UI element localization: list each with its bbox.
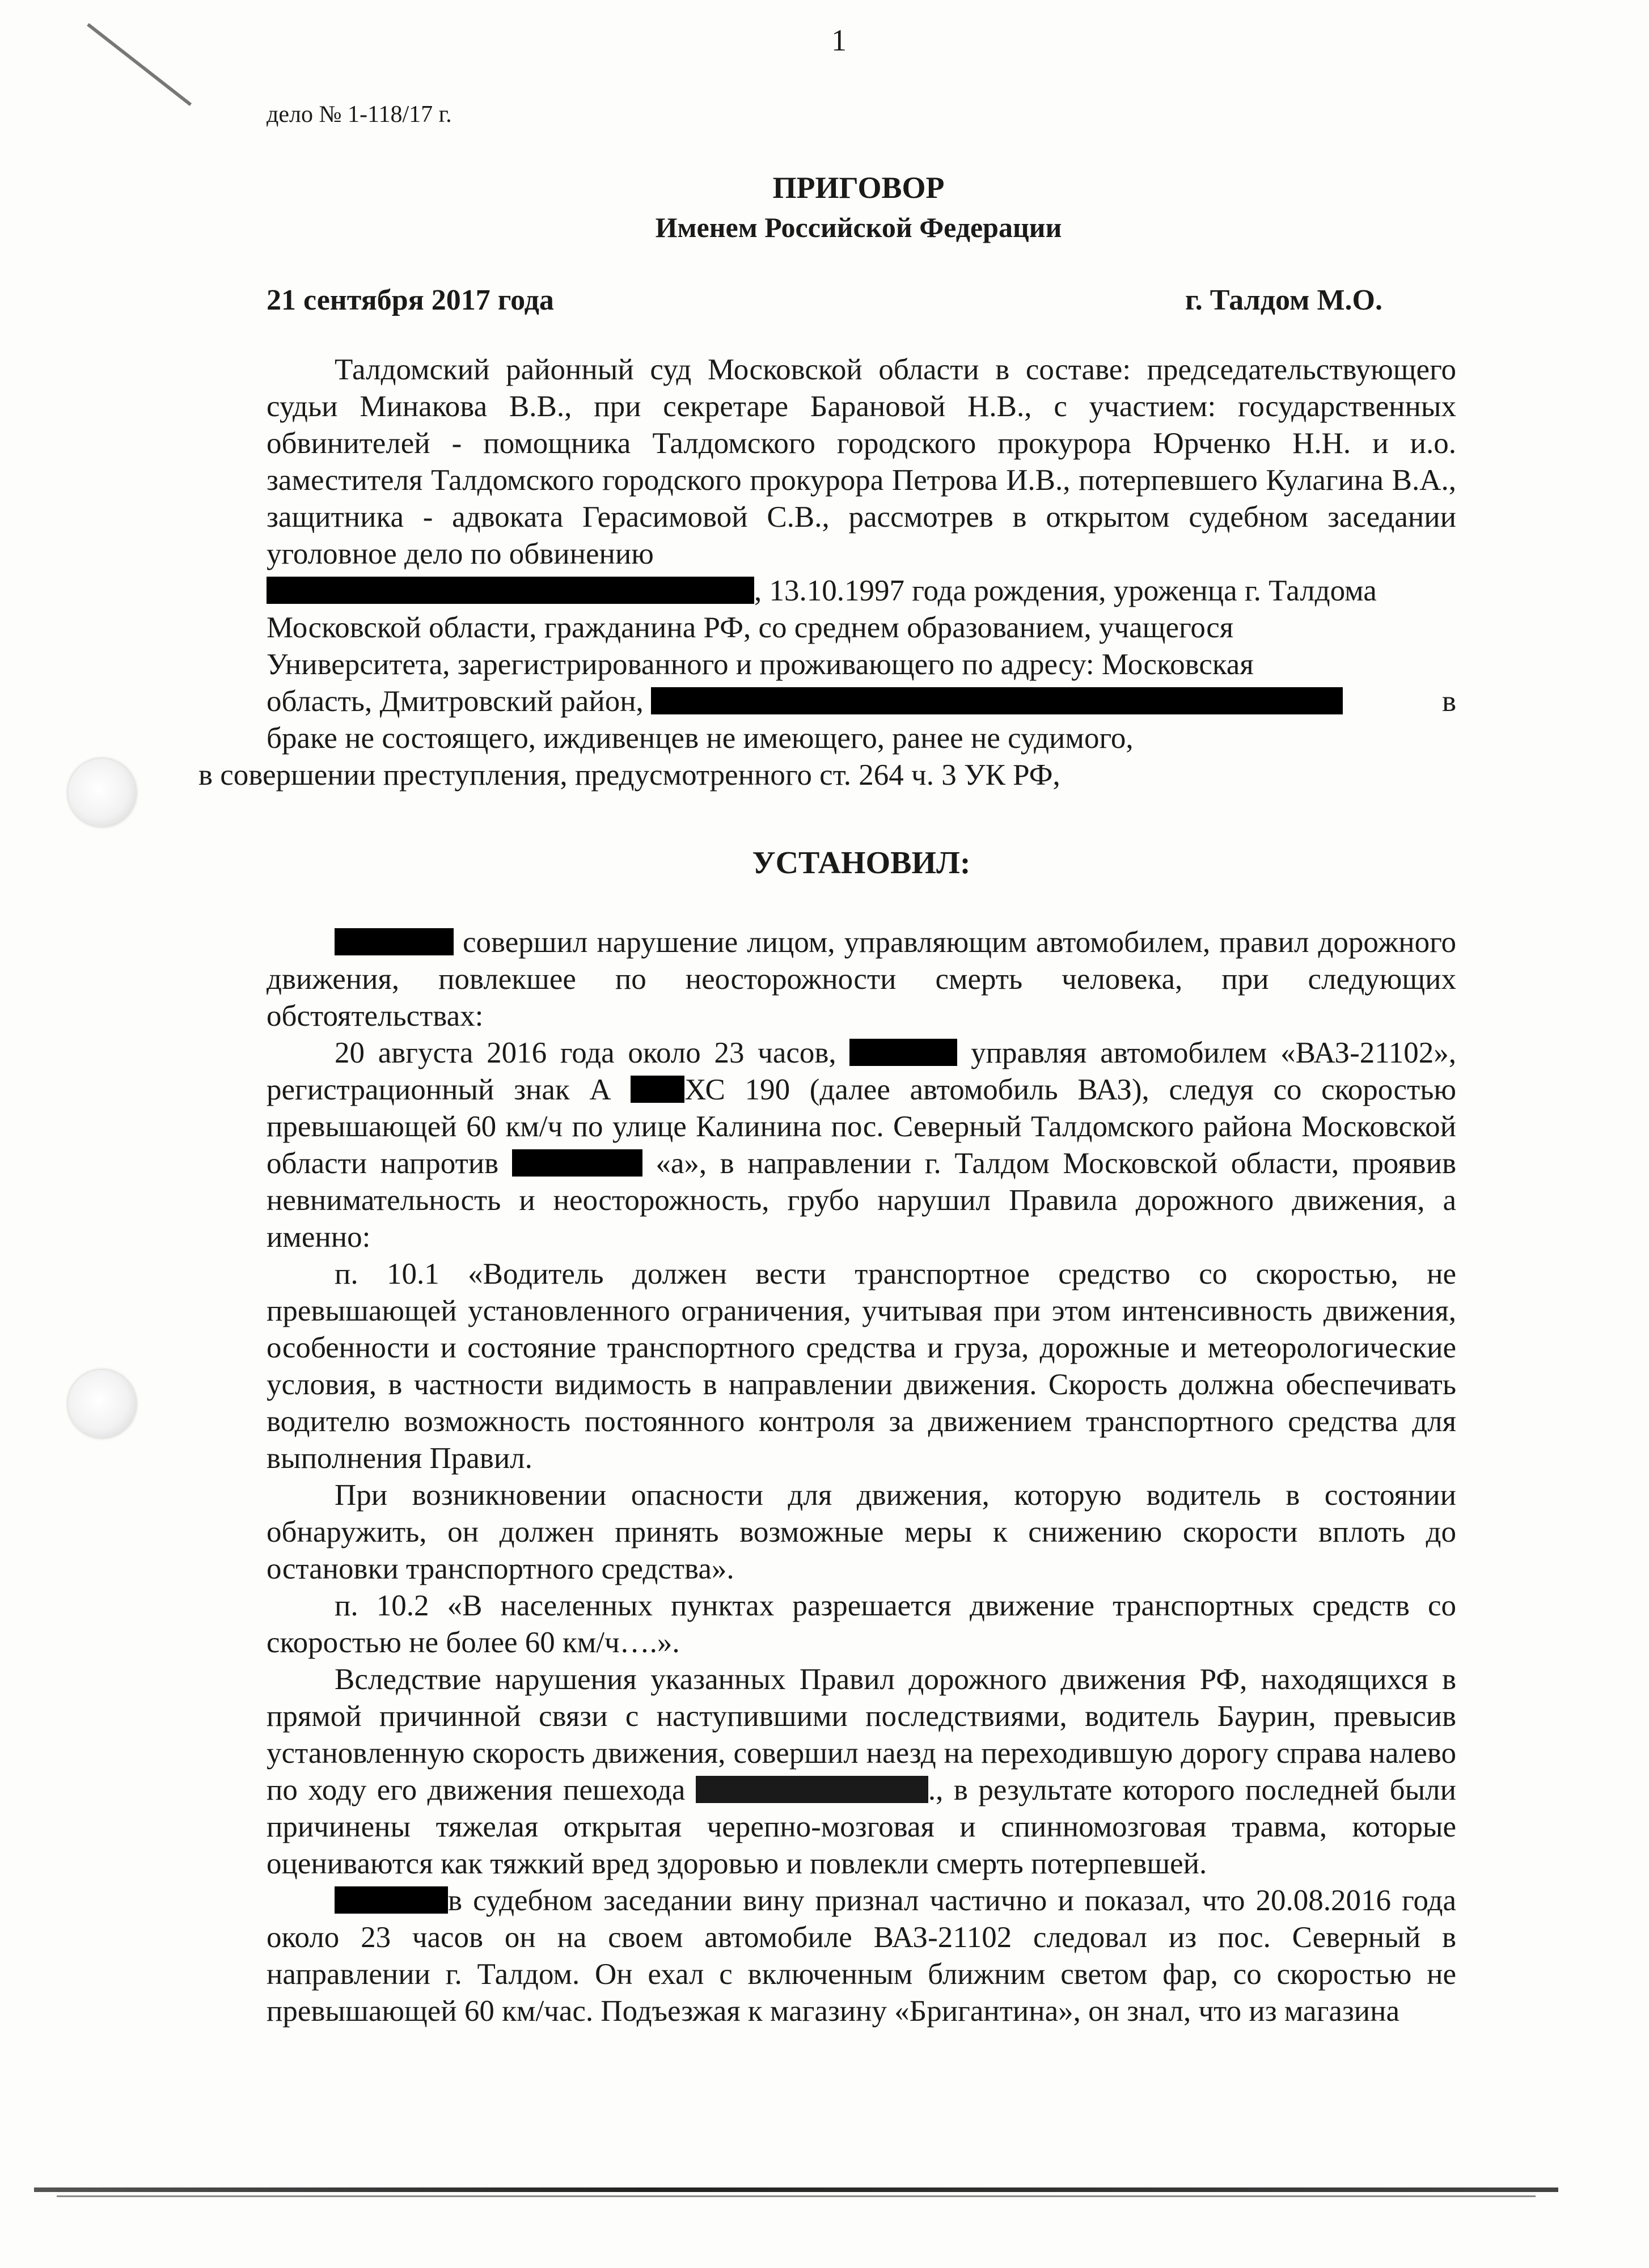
paragraph-5: п. 10.2 «В населенных пунктах разрешается движение транспортных средств со скоростью не более 60 км/ч….». [267,1589,1456,1659]
paragraph-3: п. 10.1 «Водитель должен вести транспортное средство со скоростью, не превышающей установленного ограничения, учитывая при этом интенсивность движения, особенности и состояние транспортного средства и груза, дорожные и метеорологические условия, в частности видимость в направлении движения. Скорость должна обеспечивать водителю возможность постоянного контроля за движением транспортного средства для выполнения Правил. [267,1258,1456,1475]
case-number: дело № 1-118/17 г. [267,101,452,128]
pen-mark [87,23,192,106]
intro-paragraph: Талдомский районный суд Московской области в составе: председательствующего судьи Минакова В.В., при секретаре Барановой Н.В., с участием: государственных обвинителей - помощника Талдомского городского прокурора Юрченко Н.Н. и и.о. заместителя Талдомского городского прокурора Петрова И.В., потерпевшего Кулагина В.А., защитника - адвоката Герасимовой С.В., рассмотрев в открытом судебном заседании уголовное дело по обвинению [267,353,1456,570]
redacted-address [651,687,1343,714]
defendant-line-4: область, Дмитровский район, в [267,685,1456,718]
redacted-name [335,928,454,955]
redacted-name [267,577,754,604]
paragraph-4: При возникновении опасности для движения, которую водитель в состоянии обнаружить, он должен принять возможные меры к снижению скорости вплоть до остановки транспортного средства». [267,1479,1456,1585]
paragraph-1: совершил нарушение лицом, управляющим автомобилем, правил дорожного движения, повлекшее по неосторожности смерть человека, при следующих обстоятельствах: [267,926,1457,1033]
punch-hole [68,759,136,827]
defendant-line-3: Университета, зарегистрированного и проживающего по адресу: Московская [267,648,1254,681]
scan-edge-line [57,2195,1536,2197]
document-body [198,352,1457,2030]
verdict-date: 21 сентября 2017 года [267,284,554,316]
redacted-name [696,1776,928,1803]
defendant-line-2: Московской области, гражданина РФ, со среднем образованием, учащегося [267,611,1234,644]
redacted-plate [631,1076,684,1103]
charge-line: в совершении преступления, предусмотренного ст. 264 ч. 3 УК РФ, [198,759,1060,792]
paragraph-6: Вследствие нарушения указанных Правил дорожного движения РФ, находящихся в прямой причинной связи с наступившими последствиями, водитель Баурин, превысив установленную скорость движения, совершил наезд на переходившую дорогу справа налево по ходу его движения пешехода ., в результате которого последней были причинены тяжелая открытая черепно-мозговая и спинномозговая травма, которые оцениваются как тяжкий вред здоровью и повлекли смерть потерпевшей. [267,1663,1456,1880]
defendant-line-1: , 13.10.1997 года рождения, уроженца г. Талдома [267,573,1456,610]
document-title: ПРИГОВОР [772,171,945,205]
redacted-address [512,1149,642,1177]
section-heading: УСТАНОВИЛ: [752,845,971,881]
redacted-name [335,1886,448,1914]
scan-edge-line [34,2187,1558,2192]
defendant-line-5: браке не состоящего, иждивенцев не имеющего, ранее не судимого, [267,722,1134,755]
date-line [267,284,1382,317]
page-number: 1 [831,23,847,57]
defendant-block [267,573,1456,757]
paragraph-2: 20 августа 2016 года около 23 часов, управляя автомобилем «ВАЗ-21102», регистрационный знак А ХС 190 (далее автомобиль ВАЗ), следуя со скоростью превышающей 60 км/ч по улице Калинина пос. Северный Талдомского района Московской области напротив «а», в направлении г. Талдом Московской области, проявив невнимательность и неосторожность, грубо нарушил Правила дорожного движения, а именно: [267,1036,1457,1254]
punch-hole [68,1370,136,1438]
court-city: г. Талдом М.О. [1185,284,1382,316]
paragraph-7: в судебном заседании вину признал частично и показал, что 20.08.2016 года около 23 часов он на своем автомобиле ВАЗ-21102 следовал из пос. Северный в направлении г. Талдом. Он ехал с включенным ближним светом фар, со скоростью не превышающей 60 км/час. Подъезжая к магазину «Бригантина», он знал, что из магазина [267,1884,1456,2028]
document-subtitle: Именем Российской Федерации [655,211,1062,243]
redacted-name [849,1039,957,1066]
